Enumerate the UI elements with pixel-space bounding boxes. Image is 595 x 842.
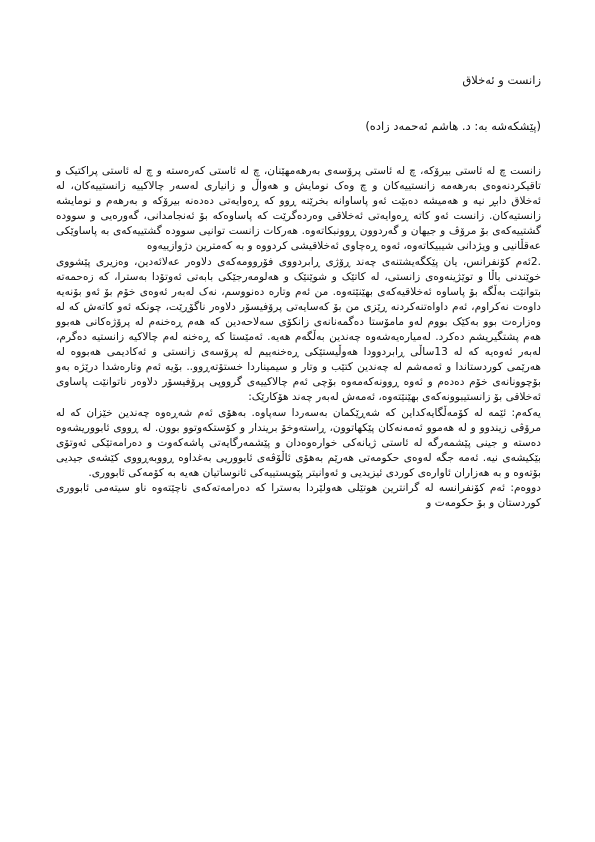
paragraph-2: .2ئەم کۆنفرانس، یان پێکگەیشتنەی چەند ڕۆژی ڕابردووی فۆروومەکەی دلاوەر عەلائەدین، وەزیری پێشووی خوێندنی باڵا و توێژینەوەی زانستی، لە کاتێک و شوێنێک و هەلومەرجێکی بابەتی ئەوتۆدا بەسترا، کە زەحمەتە بتوانێت بەڵگە بۆ پاساوە ئەخلاقیەکەی بهێنێتەوە. من ئەم وتارە دەنووسم، نەک لەبەر ئەوەی خۆم بۆ ئەو بۆنەیە داوەت نەکراوم، ئەم داواەتنەکردنە ڕێزی من بۆ کەسایەتی پرۆفیسۆر دلاوەر ناگۆڕێت، چونکە ئەو کاتەش کە لە وەزارەت بوو بەکێک بووم لەو مامۆستا دەگمەنانەی زانکۆی سەلاحەدین کە هەم ڕەخنەم لە پرۆژەکانی هەبوو هەم پشتگیریشم دەکرد. لەمیارەیەشەوە چەندین بەڵگەم هەیە. ئەمێستا کە ڕەخنە لەم چالاکیە زانستیە دەگرم، لەبەر ئەوەیە کە لە 13ساڵی ڕابردوودا هەوڵیستێکی ڕەخنەییم لە پرۆسەی زانستی و ئەکادیمی هەبووە لە هەرێمی کوردستاندا و ئەمەشم لە چەندین کتێب و وتار و سیمیناردا خستۆتەڕوو.. بۆیە ئەم وتارەشدا درێژە بەو بۆچوونانەی خۆم دەدەم و ئەوە ڕوونەکەمەوە بۆچی ئەم چالاکییەی گرووپی پرۆفیسۆر دلاوەر ناتوانێت پاساوی ئەخلاقی بۆ زانستیبوونەکەی بهێنێتەوە، ئەمەش لەبەر چەند هۆکارێک: — [56, 255, 541, 404]
document-title: زانست و ئەخلاق — [462, 73, 541, 87]
document-byline: (پێشکەشە بە: د. هاشم ئەحمەد زادە) — [365, 119, 541, 133]
paragraph-1: زانست چ لە ئاستی بیرۆکە، چ لە ئاستی پرۆسەی بەرهەمهێنان، چ لە ئاستی کەرەستە و چ لە ئاستی پراکتیک و تاقیکردنەوەی بەرهەمە زانستییەکان و چ وەک نومایش و هەواڵ و زانیاری لەسەر چالاکییە زانستییەکان، لە ئەخلاق دابڕ نیە و هەمیشە دەبێت ئەو پاساوانە بخرێنە ڕوو کە ڕەوایەتی دەدەنە بیرۆکە و بەرهەم و نومایشە زانستیەکان. زانست ئەو کاتە ڕەوایەتی ئەخلاقی وەردەگرێت کە پاساوەکە بۆ ئەنجامدانی، گەورەیی و سوودە گشتییەکەی بۆ مرۆڤ و جیهان و گەردوون ڕوونبکاتەوە. هەرکات زانست توانیی سوودە گشتییەکەی بە پاساوێکی عەقڵانیی و ویژدانی شیبیکاتەوە، ئەوە ڕەچاوی ئەخلاقیشی کردووە و بە کەمترین دژوازییەوە — [56, 165, 541, 253]
paragraph-4: دووەم: ئەم کۆنفرانسە لە گرانترین هوتێلی هەولێردا بەسترا کە دەرامەتەکەی ناچێتەوە ناو سیتەمی ئابووری کوردستان و بۆ حکومەت و — [56, 481, 541, 510]
paragraph-3: یەکەم: ئێمە لە کۆمەڵگایەکداین کە شەڕێکمان بەسەردا سەپاوە. بەهۆی ئەم شەڕەوە چەندین خێزان کە لە مرۆڤی زیندوو و لە هەموو ئەمەنەکان پێکهاتوون، ڕاستەوخۆ بریندار و کۆستکەوتوو بوون. لە ڕووی ئابووریشەوە دەستە و جینی پێشمەرگە لە ئاستی ژیانەکی خوارەوەدان و پێشمەرگایەتی پاشەکەوت و دەرامەتێکی ئەوتۆی بێکیشەی نیە. ئەمە جگە لەوەی حکومەتی هەرێم بەهۆی ئاڵۆڤەی ئابووریی بەغداوە ڕووبەڕووی کێشەی جیدیی بۆتەوە و بە هەزاران ئاوارەی کوردی ئیزیدیی و ئەوانیتر پێویستییەکی ئانوساتیان هەیە بە کۆمەکی ئابووری. — [56, 406, 541, 479]
